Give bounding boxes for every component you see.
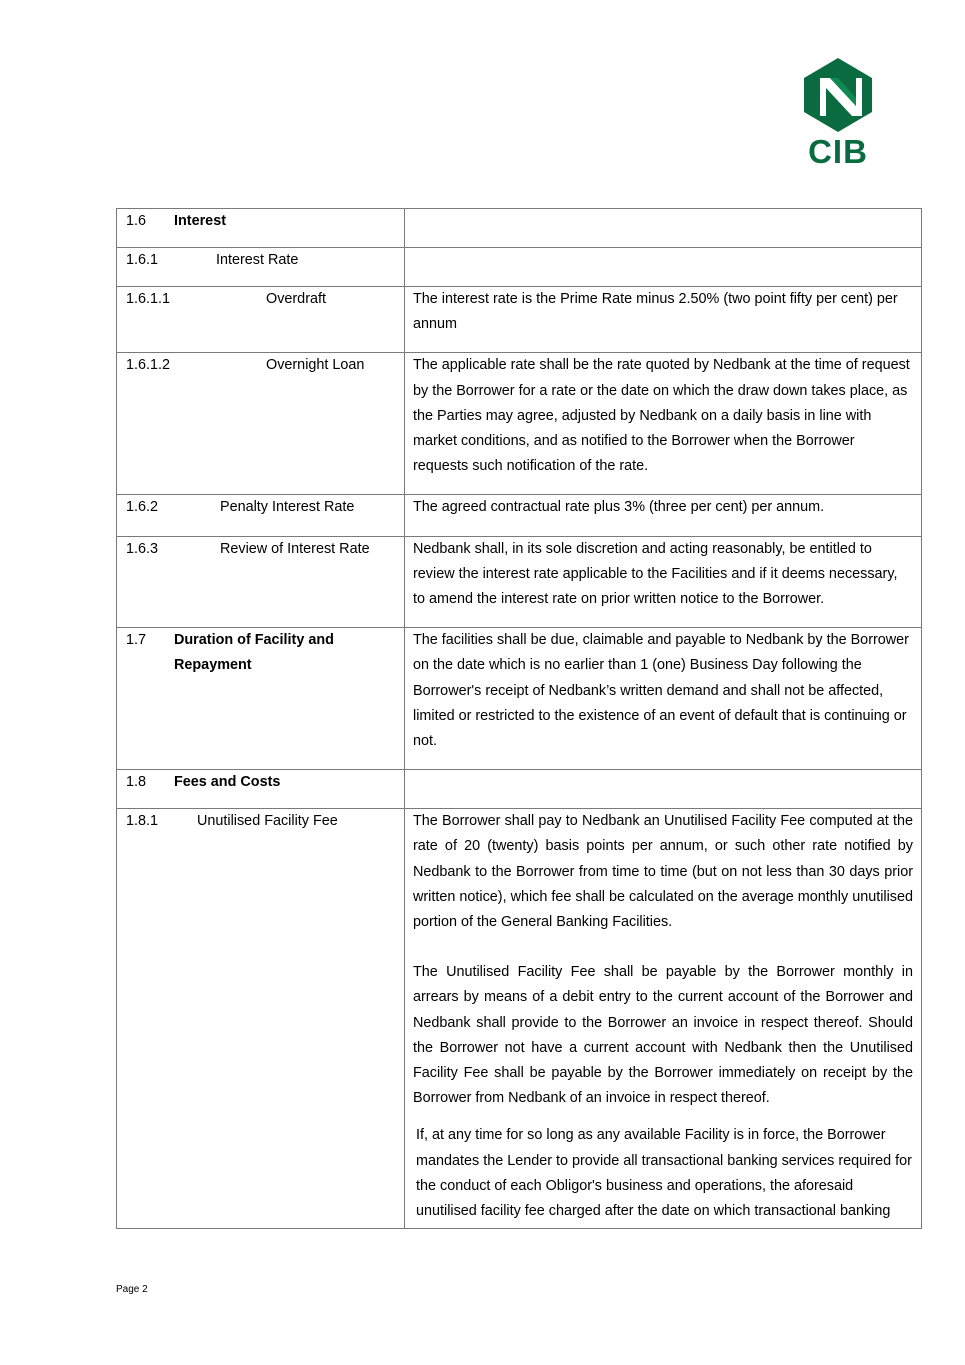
clause-heading: Duration of Facility and Repayment [174,632,334,674]
left-cell [117,536,405,628]
clause-text: The facilities shall be due, claimable and payable to Nedbank by the Borrower on the date which is no earlier than 1 (one) Business Day following the Borrower's receipt of Nedbank’s written demand and shall not be affected, limited or restricted to the existence of an event of default that is continuing or not. [405,628,922,770]
table-row [117,770,922,809]
facility-terms-table [116,208,922,1229]
clause-paragraph: The Borrower shall pay to Nedbank an Unutilised Facility Fee computed at the rate of 20 (twenty) basis points per annum, or such other rate notified by Nedbank to the Borrower from time to time (but on not less than 30 days prior written notice), which fee shall be calculated on the average monthly unutilised portion of the General Banking Facilities. [413,813,913,931]
clause-number: 1.7 [126,632,147,649]
clause-label: Review of Interest Rate [220,540,370,557]
clause-label: Unutilised Facility Fee [197,813,338,830]
table-row [117,287,922,353]
clause-text: Nedbank shall, in its sole discretion and acting reasonably, be entitled to review the interest rate applicable to the Facilities and if it deems necessary, to amend the interest rate on prior written notice to the Borrower. [405,536,922,628]
right-cell [405,248,922,287]
nedbank-cib-logo [800,56,876,168]
clause-label: Interest Rate [216,252,299,268]
nedbank-n-icon [800,56,876,132]
right-cell [405,209,922,248]
logo-text: CIB [808,133,868,170]
left-cell [117,809,405,1229]
clause-paragraph: If, at any time for so long as any available Facility is in force, the Borrower mandates the Lender to provide all transactional banking services required for the conduct of each Obligor's business and operations, the aforesaid unutilised facility fee charged after the date on which transactional banking [416,1127,912,1220]
clause-label: Overdraft [266,291,326,307]
clause-heading: Interest [174,213,226,229]
table-row [117,248,922,287]
right-cell [405,809,922,1229]
clause-text: The interest rate is the Prime Rate minus 2.50% (two point fifty per cent) per annum [405,287,922,353]
clause-number: 1.6.1.2 [126,357,171,374]
left-cell [117,353,405,495]
clause-number: 1.6 [126,213,147,229]
table-row [117,628,922,770]
left-cell [117,770,405,809]
left-cell [117,248,405,287]
clause-text: The applicable rate shall be the rate quoted by Nedbank at the time of request by the Borrower for a rate or the date on which the draw down takes place, as the Parties may agree, adjusted by Nedbank on a daily basis in line with market conditions, and as notified to the Borrower when the Borrower requests such notification of the rate. [405,353,922,495]
clause-number: 1.6.2 [126,499,159,516]
clause-text: The agreed contractual rate plus 3% (three per cent) per annum. [405,495,922,536]
table-row [117,209,922,248]
clause-number: 1.8.1 [126,813,159,830]
clause-number: 1.6.1 [126,252,159,268]
clause-heading: Fees and Costs [174,774,281,791]
table-row [117,353,922,495]
left-cell [117,628,405,770]
table-row [117,495,922,536]
clause-label: Overnight Loan [266,357,365,374]
page-number: Page 2 [116,1284,148,1295]
table-row [117,536,922,628]
left-cell [117,209,405,248]
clause-number: 1.6.1.1 [126,291,171,307]
clause-label: Penalty Interest Rate [220,499,355,516]
clause-number: 1.8 [126,774,147,791]
clause-paragraph: The Unutilised Facility Fee shall be payable by the Borrower monthly in arrears by means of a debit entry to the current account of the Borrower and Nedbank shall provide to the Borrower an invoice in respect thereof. Should the Borrower not have a current account with Nedbank then the Unutilised Facility Fee shall be payable by the Borrower immediately on receipt by the Borrower from Nedbank of an invoice in respect thereof. [413,964,913,1107]
left-cell [117,287,405,353]
right-cell [405,770,922,809]
table-row [117,809,922,1229]
clause-number: 1.6.3 [126,540,159,557]
left-cell [117,495,405,536]
